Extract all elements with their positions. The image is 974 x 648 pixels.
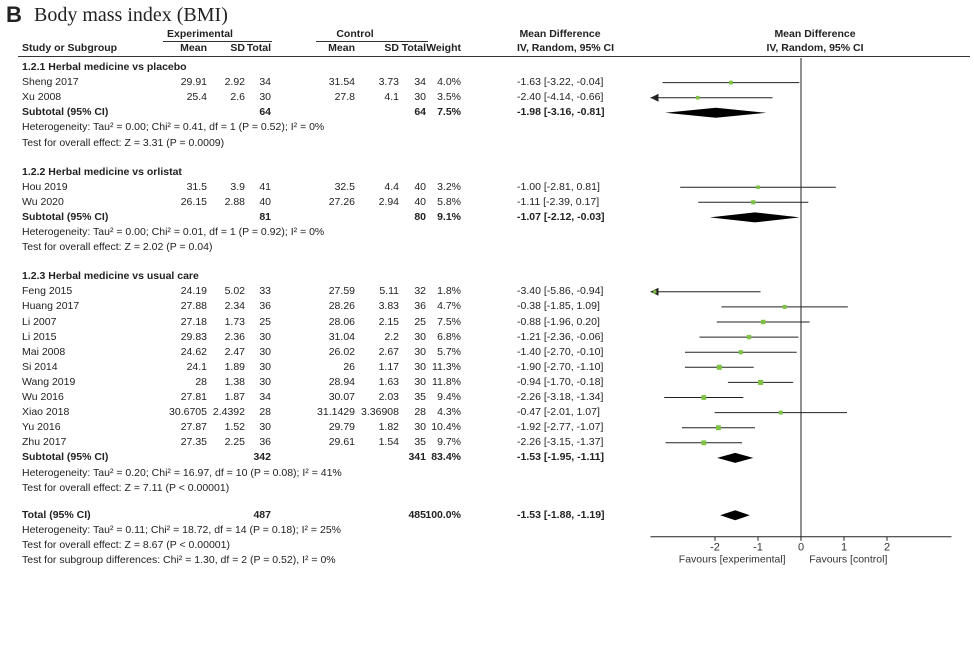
sd-exp: 5.02 [224, 285, 245, 298]
overall-effect-text: Test for overall effect: Z = 3.31 (P = 0.0009) [22, 136, 225, 149]
sd-exp: 2.4392 [212, 406, 245, 419]
panel-label: B [6, 2, 22, 27]
mean-ctrl: 27.59 [328, 285, 355, 298]
mean-exp: 27.35 [180, 436, 207, 449]
md-ci: -0.94 [-1.70, -0.18] [517, 375, 604, 388]
subtotal-total-exp: 342 [253, 451, 271, 464]
study-point [717, 365, 722, 370]
sd-exp: 2.34 [224, 300, 245, 313]
md-ci: -0.47 [-2.01, 1.07] [517, 406, 600, 419]
mean-exp: 27.18 [180, 315, 207, 328]
sd-ctrl: 3.83 [378, 300, 399, 313]
total-exp: 25 [259, 315, 271, 328]
col-total-exp: Total [246, 42, 271, 54]
md-ci: -2.40 [-4.14, -0.66] [517, 91, 604, 104]
sd-exp: 2.6 [230, 91, 245, 104]
header-md-label: Mean Difference [519, 28, 601, 40]
sd-ctrl: 4.4 [384, 180, 399, 193]
md-ci: -2.26 [-3.18, -1.34] [517, 391, 604, 403]
study-point [701, 395, 706, 400]
heterogeneity-text: Heterogeneity: Tau² = 0.00; Chi² = 0.01, df = 1 (P = 0.92); I² = 0% [22, 226, 325, 238]
total-ctrl: 30 [414, 360, 426, 373]
mean-exp: 24.1 [186, 360, 207, 373]
md-ci: -2.26 [-3.15, -1.37] [517, 436, 604, 449]
total-ctrl: 40 [414, 180, 426, 193]
col-sd-exp: SD [230, 42, 245, 54]
mean-ctrl: 31.1429 [317, 406, 355, 419]
pooled-diamond [710, 212, 800, 222]
md-ci: -1.21 [-2.36, -0.06] [517, 330, 604, 343]
ci-arrow-icon [651, 94, 659, 102]
x-tick-label: 0 [797, 541, 805, 554]
col-weight: Weight [426, 42, 461, 54]
sd-ctrl: 2.94 [378, 195, 399, 208]
mean-ctrl: 28.94 [328, 375, 355, 388]
md-ci: -1.92 [-2.77, -1.07] [517, 421, 604, 434]
x-tick-label: -2 [710, 541, 720, 554]
mean-ctrl: 31.04 [328, 330, 355, 343]
study-point [696, 96, 700, 100]
sd-ctrl: 1.82 [378, 421, 399, 434]
total-exp: 34 [259, 76, 271, 89]
weight: 10.4% [431, 421, 461, 434]
study-point [729, 81, 733, 85]
total-total-ctrl: 485 [408, 508, 426, 521]
col-md-method: IV, Random, 95% CI [517, 42, 615, 54]
total-ctrl: 30 [414, 330, 426, 343]
total-exp: 30 [259, 91, 271, 104]
mean-exp: 29.83 [180, 330, 207, 343]
total-ctrl: 30 [414, 91, 426, 104]
favours-experimental-label: Favours [experimental] [678, 553, 786, 566]
study-point [701, 440, 706, 445]
header-experimental: Experimental [167, 28, 233, 40]
subtotal-ci: -1.98 [-3.16, -0.81] [517, 106, 605, 119]
header-control: Control [336, 28, 374, 40]
mean-ctrl: 31.54 [328, 76, 355, 89]
sd-exp: 1.38 [224, 375, 245, 388]
mean-ctrl: 26 [343, 360, 355, 373]
study-point [716, 425, 721, 430]
heterogeneity-text: Heterogeneity: Tau² = 0.20; Chi² = 16.97, df = 10 (P = 0.08); I² = 41% [22, 466, 342, 479]
pooled-diamond [720, 510, 750, 520]
study-point [783, 305, 787, 309]
sd-exp: 2.88 [224, 195, 245, 208]
sd-ctrl: 1.54 [378, 436, 399, 449]
study-point [756, 185, 760, 189]
md-ci: -3.40 [-5.86, -0.94] [517, 285, 604, 298]
subgroup-title: 1.2.1 Herbal medicine vs placebo [22, 61, 187, 73]
sd-ctrl: 2.2 [384, 330, 399, 343]
col-study: Study or Subgroup [22, 42, 118, 54]
sd-exp: 3.9 [230, 180, 245, 193]
study-name: Yu 2016 [22, 421, 61, 434]
total-exp: 30 [259, 330, 271, 343]
weight: 5.8% [437, 195, 461, 208]
sd-ctrl: 4.1 [384, 91, 399, 104]
weight: 9.7% [437, 436, 461, 449]
sd-exp: 2.25 [224, 436, 245, 449]
total-total-exp: 487 [253, 508, 271, 521]
mean-ctrl: 32.5 [334, 180, 355, 193]
weight: 3.2% [437, 180, 461, 193]
subtotal-weight: 7.5% [437, 106, 461, 119]
sd-ctrl: 2.03 [378, 391, 399, 403]
subtotal-total-ctrl: 64 [414, 106, 426, 119]
total-ctrl: 30 [414, 375, 426, 388]
mean-exp: 29.91 [180, 76, 207, 89]
total-ctrl: 35 [414, 436, 426, 449]
weight: 1.8% [437, 285, 461, 298]
total-ctrl: 34 [414, 76, 426, 89]
total-ctrl: 30 [414, 345, 426, 358]
weight: 6.8% [437, 330, 461, 343]
total-ctrl: 30 [414, 421, 426, 434]
weight: 7.5% [437, 315, 461, 328]
weight: 11.3% [432, 360, 461, 373]
col-total-ctrl: Total [401, 42, 426, 54]
mean-exp: 26.15 [180, 195, 207, 208]
subtotal-label: Subtotal (95% CI) [22, 451, 109, 464]
total-ctrl: 35 [414, 391, 426, 403]
total-ctrl: 25 [414, 315, 426, 328]
header-plot-label: Mean Difference [774, 28, 856, 40]
study-point [758, 380, 763, 385]
study-point [779, 411, 783, 415]
mean-ctrl: 27.8 [334, 91, 355, 104]
col-plot-method: IV, Random, 95% CI [766, 42, 864, 54]
total-exp: 41 [259, 180, 271, 193]
total-exp: 28 [259, 406, 271, 419]
footer-stat-2: Test for subgroup differences: Chi² = 1.30, df = 2 (P = 0.52), I² = 0% [22, 554, 336, 566]
mean-exp: 28 [195, 375, 207, 388]
study-point [761, 320, 765, 324]
total-label: Total (95% CI) [22, 508, 91, 521]
subtotal-label: Subtotal (95% CI) [22, 106, 109, 119]
weight: 4.3% [437, 406, 461, 419]
sd-exp: 1.73 [224, 315, 245, 328]
md-ci: -0.88 [-1.96, 0.20] [517, 315, 600, 328]
total-exp: 36 [259, 436, 271, 449]
weight: 11.8% [432, 375, 461, 388]
mean-exp: 31.5 [186, 180, 207, 193]
weight: 5.7% [437, 345, 461, 358]
overall-effect-text: Test for overall effect: Z = 7.11 (P < 0.00001) [22, 481, 230, 494]
subgroup-title: 1.2.2 Herbal medicine vs orlistat [22, 165, 182, 178]
total-ctrl: 40 [414, 195, 426, 208]
study-name: Mai 2008 [22, 345, 66, 358]
subtotal-label: Subtotal (95% CI) [22, 210, 109, 223]
total-exp: 30 [259, 421, 271, 434]
mean-ctrl: 29.79 [328, 421, 355, 434]
total-exp: 30 [259, 360, 271, 373]
md-ci: -1.90 [-2.70, -1.10] [517, 360, 604, 373]
study-name: Wu 2020 [22, 195, 64, 208]
pooled-diamond [665, 108, 766, 118]
study-name: Xu 2008 [22, 91, 62, 104]
subtotal-total-ctrl: 341 [408, 451, 426, 464]
md-ci: -1.40 [-2.70, -0.10] [517, 345, 604, 358]
study-name: Wang 2019 [22, 375, 76, 388]
total-exp: 34 [259, 391, 271, 403]
mean-ctrl: 27.26 [328, 195, 355, 208]
footer-stat-0: Heterogeneity: Tau² = 0.11; Chi² = 18.72, df = 14 (P = 0.18); I² = 25% [22, 523, 341, 536]
total-ctrl: 28 [414, 406, 426, 419]
sd-ctrl: 2.67 [378, 345, 399, 358]
total-ctrl: 32 [414, 285, 426, 298]
study-name: Li 2015 [22, 330, 57, 343]
col-sd-ctrl: SD [384, 42, 399, 54]
sd-exp: 2.47 [224, 345, 245, 358]
subtotal-total-exp: 81 [259, 210, 271, 223]
mean-ctrl: 29.61 [328, 436, 355, 449]
subtotal-total-exp: 64 [259, 106, 271, 119]
study-name: Hou 2019 [22, 180, 68, 193]
sd-exp: 1.52 [224, 421, 245, 434]
md-ci: -0.38 [-1.85, 1.09] [517, 300, 600, 313]
md-ci: -1.11 [-2.39, 0.17] [517, 195, 600, 208]
sd-exp: 2.36 [224, 330, 245, 343]
total-exp: 33 [259, 285, 271, 298]
total-exp: 36 [259, 300, 271, 313]
sd-exp: 2.92 [224, 76, 245, 89]
total-ctrl: 36 [414, 300, 426, 313]
mean-exp: 27.87 [180, 421, 207, 434]
subgroup-title: 1.2.3 Herbal medicine vs usual care [22, 270, 199, 283]
study-name: Li 2007 [22, 315, 57, 328]
sd-exp: 1.89 [224, 360, 245, 373]
sd-ctrl: 2.15 [378, 315, 399, 328]
col-mean-ctrl: Mean [328, 42, 355, 54]
x-tick-label: 1 [840, 541, 848, 554]
subtotal-total-ctrl: 80 [414, 210, 426, 223]
sd-ctrl: 5.11 [379, 285, 399, 298]
sd-ctrl: 3.73 [378, 76, 399, 89]
total-weight: 100.0% [425, 508, 461, 521]
study-point [653, 290, 656, 293]
weight: 9.4% [437, 391, 461, 403]
subtotal-weight: 9.1% [437, 210, 461, 223]
study-name: Zhu 2017 [22, 436, 67, 449]
study-name: Feng 2015 [22, 285, 73, 298]
subtotal-ci: -1.07 [-2.12, -0.03] [517, 210, 605, 223]
study-name: Sheng 2017 [22, 76, 79, 89]
overall-effect-text: Test for overall effect: Z = 2.02 (P = 0.04) [22, 241, 213, 254]
sd-ctrl: 1.63 [378, 375, 399, 388]
study-point [751, 200, 755, 204]
mean-ctrl: 30.07 [328, 391, 355, 403]
total-exp: 30 [259, 375, 271, 388]
total-ci: -1.53 [-1.88, -1.19] [517, 508, 605, 521]
sd-ctrl: 1.17 [378, 360, 399, 373]
favours-control-label: Favours [control] [809, 553, 888, 566]
mean-exp: 25.4 [186, 91, 207, 104]
weight: 4.0% [437, 76, 461, 89]
subtotal-weight: 83.4% [431, 451, 461, 464]
study-point [747, 335, 751, 339]
heterogeneity-text: Heterogeneity: Tau² = 0.00; Chi² = 0.41, df = 1 (P = 0.52); I² = 0% [22, 121, 325, 134]
weight: 4.7% [437, 300, 461, 313]
study-point [739, 350, 743, 354]
mean-exp: 30.6705 [169, 406, 207, 419]
mean-exp: 27.88 [180, 300, 207, 313]
study-name: Huang 2017 [22, 300, 80, 313]
x-tick-label: 2 [883, 541, 891, 554]
study-name: Si 2014 [22, 360, 58, 373]
sd-ctrl: 3.36908 [361, 406, 399, 419]
weight: 3.5% [437, 91, 461, 104]
footer-stat-1: Test for overall effect: Z = 8.67 (P < 0.00001) [22, 538, 230, 551]
md-ci: -1.00 [-2.81, 0.81] [517, 180, 600, 193]
mean-ctrl: 28.26 [328, 300, 355, 313]
total-exp: 40 [259, 195, 271, 208]
mean-exp: 24.62 [180, 345, 207, 358]
mean-ctrl: 28.06 [328, 315, 355, 328]
subtotal-ci: -1.53 [-1.95, -1.11] [517, 451, 604, 464]
pooled-diamond [717, 453, 753, 463]
figure-title: Body mass index (BMI) [34, 4, 228, 26]
study-name: Xiao 2018 [22, 406, 70, 419]
x-tick-label: -1 [753, 541, 763, 554]
col-mean-exp: Mean [180, 42, 207, 54]
mean-exp: 24.19 [180, 285, 207, 298]
mean-ctrl: 26.02 [328, 345, 355, 358]
sd-exp: 1.87 [224, 391, 245, 403]
mean-exp: 27.81 [180, 391, 207, 403]
total-exp: 30 [259, 345, 271, 358]
md-ci: -1.63 [-3.22, -0.04] [517, 76, 604, 89]
study-name: Wu 2016 [22, 391, 64, 403]
